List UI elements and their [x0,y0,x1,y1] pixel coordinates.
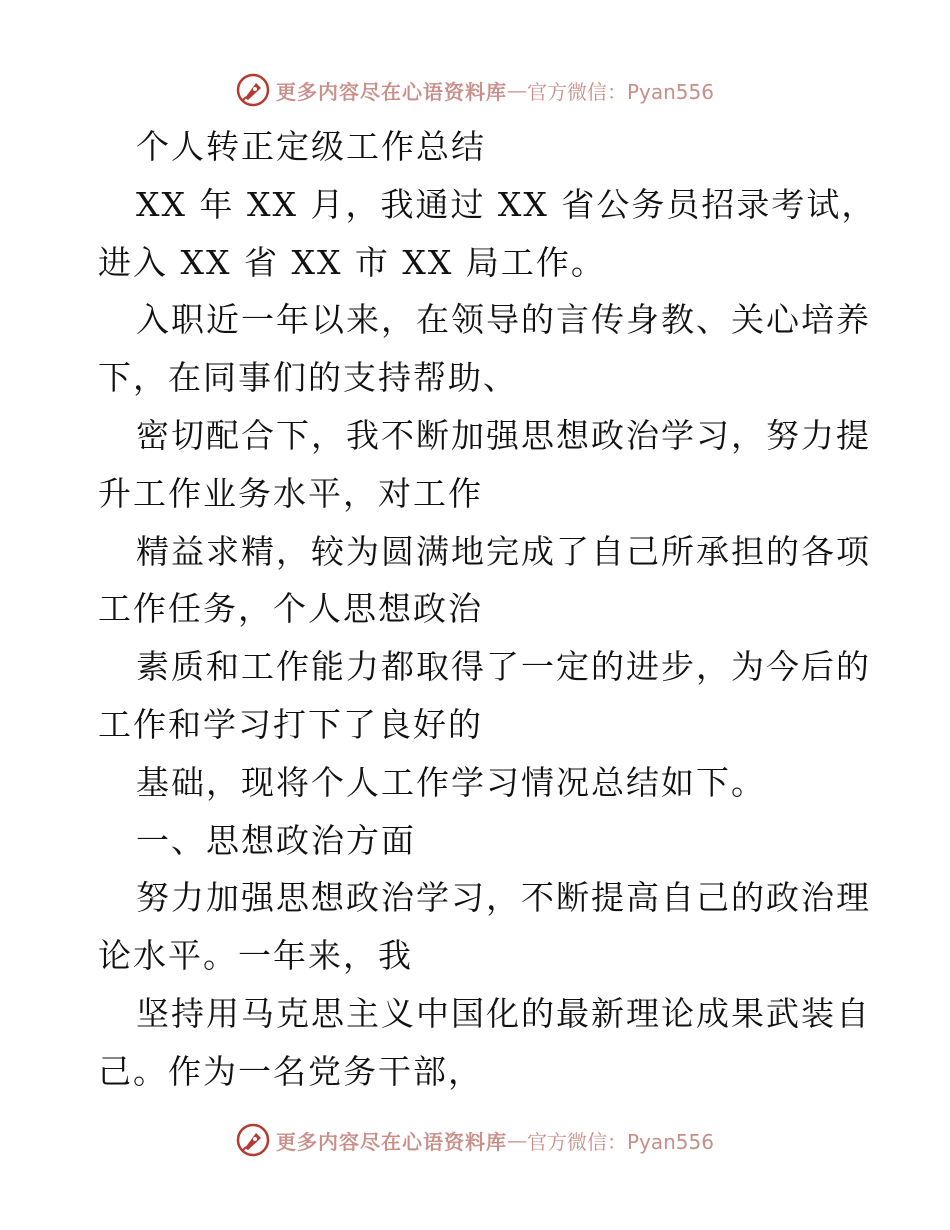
paragraph-line: 论水平。一年来，我 [98,936,413,976]
pen-nib-logo-icon [236,1123,270,1157]
paragraph-line: 工作任务，个人思想政治 [98,589,483,629]
document-title: 个人转正定级工作总结 [136,127,486,166]
document-body [98,118,877,1101]
paragraph-line: 素质和工作能力都取得了一定的进步，为今后的 [136,647,871,687]
banner-main-text: 更多内容尽在心语资料库 [275,79,507,104]
banner-main-text: 更多内容尽在心语资料库 [275,1129,507,1154]
paragraph-line: 下，在同事们的支持帮助、 [98,358,518,398]
paragraph-line: 密切配合下，我不断加强思想政治学习，努力提 [136,415,871,455]
paragraph-line: 努力加强思想政治学习，不断提高自己的政治理 [136,878,871,918]
paragraph-line: 己。作为一名党务干部， [98,1051,483,1091]
paragraph-line: 基础，现将个人工作学习情况总结如下。 [136,762,766,802]
paragraph-line: 精益求精，较为圆满地完成了自己所承担的各项 [136,531,871,571]
banner-contact-text: 官方微信：Pyan556 [526,79,714,104]
footer-banner [0,1120,950,1160]
paragraph-line: XX 年 XX 月，我通过 XX 省公务员招录考试， [136,184,877,224]
paragraph-line: 入职近一年以来，在领导的言传身教、关心培养 [136,300,871,340]
header-banner [0,70,950,110]
pen-nib-logo-icon [236,73,270,107]
paragraph-line: 坚持用马克思主义中国化的最新理论成果武装自 [136,993,871,1033]
section-heading: 一、思想政治方面 [136,820,416,860]
banner-separator: — [506,78,527,102]
paragraph-line: 升工作业务水平，对工作 [98,473,483,513]
banner-contact-text: 官方微信：Pyan556 [526,1129,714,1154]
banner-separator: — [506,1128,527,1152]
paragraph-line: 进入 XX 省 XX 市 XX 局工作。 [98,242,606,282]
paragraph-line: 工作和学习打下了良好的 [98,704,483,744]
